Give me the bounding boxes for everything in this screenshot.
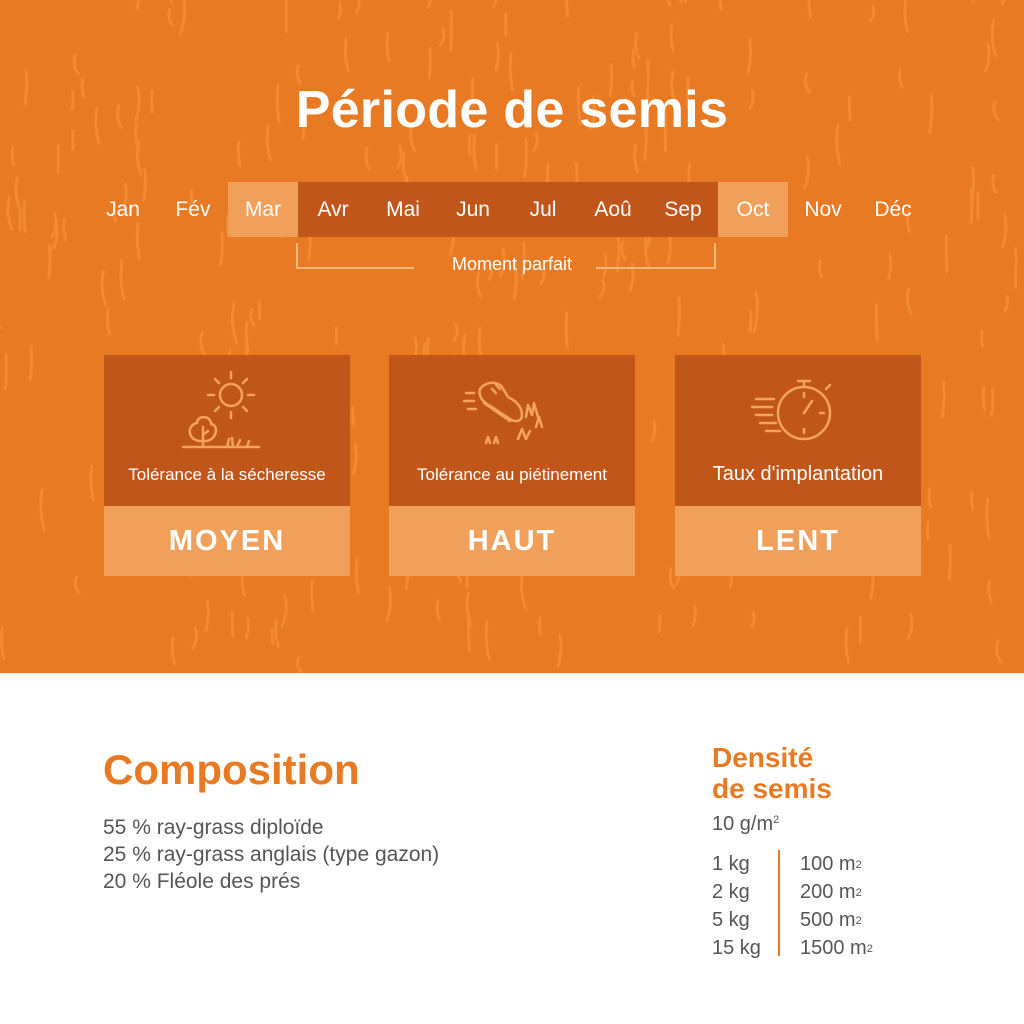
grass-stroke — [659, 616, 660, 632]
grass-stroke — [440, 29, 444, 46]
unit-exponent: 2 — [855, 887, 862, 899]
density-title-line1: Densité — [712, 742, 814, 773]
month-jan: Jan — [106, 198, 140, 221]
sun-tree-icon — [177, 367, 277, 451]
density-kg: 2 kg — [712, 881, 750, 903]
grass-stroke — [387, 587, 391, 621]
grass-stroke — [983, 387, 984, 410]
density-area: 100 $m^2$ — [800, 853, 862, 875]
grass-stroke — [494, 0, 497, 6]
grass-stroke — [454, 325, 457, 341]
composition-title: Composition — [103, 746, 360, 793]
density-table — [712, 850, 873, 962]
composition-list — [103, 814, 439, 895]
grass-stroke — [907, 290, 911, 313]
density-area: 500 $m^2$ — [800, 909, 862, 931]
grass-stroke — [403, 153, 407, 182]
grass-stroke — [276, 621, 279, 646]
grass-stroke — [366, 148, 369, 168]
perfect-period-label: Moment parfait — [451, 254, 573, 274]
grass-stroke — [667, 0, 670, 5]
grass-stroke — [754, 292, 757, 331]
month-apr: Avr — [298, 182, 368, 237]
grass-stroke — [336, 327, 337, 343]
card-drought-tolerance — [104, 355, 350, 576]
grass-stroke — [354, 445, 357, 474]
grass-stroke — [993, 175, 996, 192]
unit-exponent: 2 — [855, 859, 862, 871]
page-title: Période de semis — [295, 81, 729, 139]
grass-stroke — [949, 546, 950, 579]
month-feb: Fév — [175, 198, 211, 221]
grass-stroke — [75, 577, 79, 593]
grass-stroke — [678, 298, 680, 336]
grass-stroke — [91, 467, 93, 500]
grass-stroke — [992, 20, 996, 55]
grass-stroke — [685, 0, 686, 2]
grass-stroke — [345, 39, 348, 71]
month-sep: Sep — [648, 182, 718, 237]
card-value: LENT — [675, 506, 921, 576]
sowing-calendar — [88, 182, 930, 237]
grass-stroke — [525, 140, 527, 177]
grass-stroke — [5, 355, 6, 389]
density-kg: 1 kg — [712, 853, 750, 875]
density-title — [712, 742, 832, 804]
grass-stroke — [986, 44, 989, 71]
grass-stroke — [997, 641, 1001, 662]
composition-item: 25 % ray-grass anglais (type gazon) — [103, 843, 440, 866]
grass-stroke — [397, 146, 401, 168]
grass-stroke — [942, 382, 944, 417]
grass-stroke — [297, 658, 301, 672]
grass-stroke — [356, 559, 358, 592]
grass-stroke — [201, 333, 205, 355]
month-aug: Aoû — [578, 182, 648, 237]
grass-stroke — [137, 0, 140, 9]
grass-stroke — [751, 612, 754, 627]
month-oct: Oct — [718, 182, 788, 237]
grass-stroke — [429, 48, 430, 77]
grass-stroke — [387, 33, 389, 61]
grass-stroke — [846, 629, 849, 663]
card-label: Tolérance à la sécheresse — [128, 465, 326, 484]
density-rate-value: 10 g/m — [712, 813, 774, 835]
grass-stroke — [477, 273, 480, 297]
grass-stroke — [12, 148, 14, 165]
grass-stroke — [169, 9, 173, 25]
density-kg: 5 kg — [712, 909, 750, 931]
grass-stroke — [876, 305, 877, 340]
density-area: 1500 $m^2$ — [800, 937, 873, 959]
stopwatch-icon — [748, 367, 848, 451]
grass-stroke — [251, 309, 254, 325]
month-jul: Jul — [508, 182, 578, 237]
card-establishment-rate — [675, 355, 921, 576]
grass-stroke — [982, 331, 983, 346]
grass-stroke — [339, 3, 341, 19]
card-trampling-tolerance — [389, 355, 635, 576]
grass-stroke — [171, 0, 175, 2]
grass-stroke — [64, 219, 66, 239]
grass-stroke — [989, 581, 992, 601]
density-title-line2: de semis — [712, 773, 832, 804]
grass-stroke — [107, 309, 109, 334]
grass-stroke — [496, 44, 498, 70]
card-value: MOYEN — [104, 506, 350, 576]
grass-stroke — [671, 25, 673, 52]
grass-stroke — [16, 178, 20, 208]
grass-stroke — [24, 202, 25, 231]
composition-item: 20 % Fléole des prés — [103, 870, 301, 893]
grass-stroke — [356, 0, 359, 12]
grass-stroke — [633, 51, 635, 67]
grass-stroke — [652, 422, 655, 441]
month-jun: Jun — [438, 182, 508, 237]
grass-stroke — [312, 581, 313, 611]
grass-stroke — [870, 6, 874, 21]
grass-stroke — [971, 190, 972, 222]
grass-stroke — [172, 638, 174, 664]
grass-stroke — [1002, 214, 1006, 247]
density-row — [712, 934, 873, 962]
grass-stroke — [750, 311, 751, 331]
grass-stroke — [670, 569, 673, 589]
density-row — [712, 850, 873, 878]
grass-stroke — [929, 489, 931, 507]
grass-stroke — [720, 0, 722, 10]
grass-stroke — [486, 621, 489, 659]
grass-stroke — [232, 613, 233, 636]
card-label: Tolérance au piétinement — [417, 465, 607, 484]
grass-stroke — [680, 0, 681, 2]
grass-stroke — [971, 492, 973, 508]
composition-item: 55 % ray-grass diploïde — [103, 816, 324, 839]
grass-stroke — [74, 55, 78, 74]
grass-stroke — [971, 0, 973, 1]
card-label: Taux d'implantation — [712, 463, 884, 485]
grass-stroke — [567, 0, 568, 16]
grass-stroke — [437, 601, 440, 619]
grass-stroke — [30, 347, 32, 379]
density-row — [712, 878, 873, 906]
grass-stroke — [180, 0, 184, 34]
density-rate — [712, 813, 779, 836]
grass-stroke — [693, 607, 695, 626]
month-may: Mai — [368, 182, 438, 237]
grass-stroke — [809, 0, 811, 17]
running-shoe-icon — [462, 367, 562, 451]
grass-stroke — [987, 499, 989, 537]
grass-stroke — [2, 628, 4, 658]
grass-stroke — [1003, 0, 1004, 3]
grass-stroke — [282, 596, 286, 627]
grass-stroke — [233, 303, 237, 343]
grass-stroke — [634, 146, 637, 172]
density-area: 200 $m^2$ — [800, 881, 862, 903]
grass-stroke — [246, 618, 248, 638]
month-mar: Mar — [228, 182, 298, 237]
grass-stroke — [193, 628, 197, 648]
grass-stroke — [137, 142, 140, 174]
density-row — [712, 906, 873, 934]
grass-stroke — [636, 34, 639, 58]
grass-stroke — [41, 490, 44, 530]
grass-stroke — [991, 389, 993, 415]
grass-stroke — [102, 271, 106, 305]
grass-stroke — [748, 39, 750, 73]
density-kg: 15 kg — [712, 937, 761, 959]
unit-exponent: 2 — [773, 814, 780, 826]
grass-stroke — [238, 142, 240, 166]
unit-exponent: 2 — [855, 915, 862, 927]
grass-stroke — [600, 281, 604, 297]
month-dec: Déc — [874, 198, 912, 221]
grass-stroke — [539, 618, 540, 634]
grass-stroke — [272, 629, 273, 643]
grass-stroke — [908, 614, 912, 638]
card-value: HAUT — [389, 506, 635, 576]
grass-stroke — [429, 0, 432, 8]
unit-exponent: 2 — [866, 943, 873, 955]
grass-stroke — [558, 636, 561, 667]
grass-stroke — [905, 0, 908, 31]
grass-stroke — [8, 197, 12, 229]
grass-stroke — [566, 313, 567, 347]
grass-stroke — [206, 601, 208, 630]
month-nov: Nov — [804, 198, 842, 221]
grass-stroke — [1005, 296, 1008, 311]
